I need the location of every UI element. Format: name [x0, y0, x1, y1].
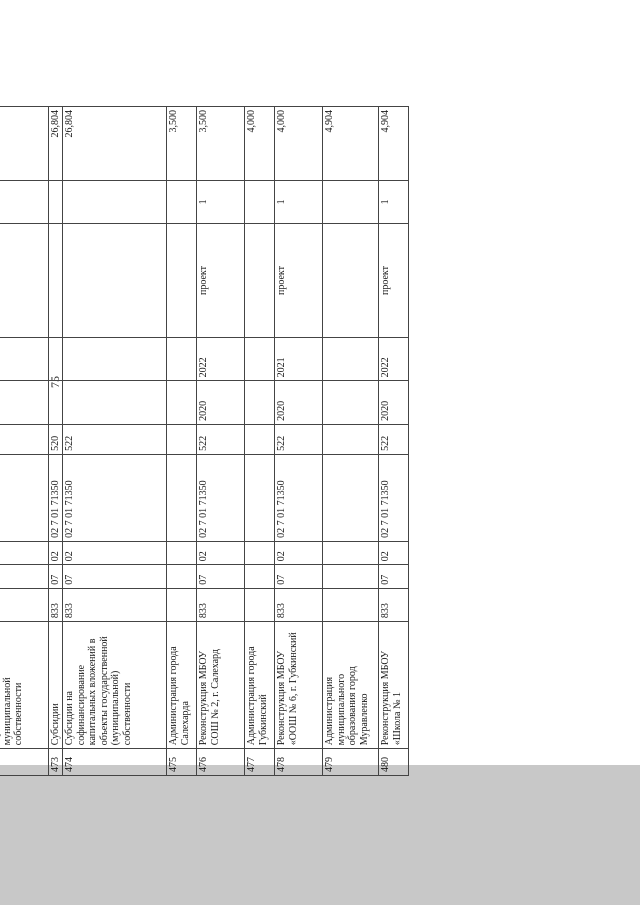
table-row	[323, 107, 379, 776]
table-row	[379, 107, 409, 776]
table-cell	[323, 565, 379, 588]
table-cell	[245, 337, 275, 380]
table-cell: 02	[48, 541, 63, 564]
table-cell: 02	[197, 541, 245, 564]
table-cell: 477	[245, 749, 275, 776]
table-cell: 02 7 01 71350	[63, 454, 167, 541]
table-row	[0, 107, 48, 776]
table-cell: 1	[197, 180, 245, 223]
table-cell	[245, 224, 275, 338]
table-cell: 2021	[275, 337, 323, 380]
table-cell: 833	[275, 588, 323, 621]
table-cell	[63, 180, 167, 223]
table-cell	[323, 180, 379, 223]
table-cell	[245, 424, 275, 454]
table-cell	[0, 337, 48, 380]
table-cell	[0, 180, 48, 223]
table-cell: 1	[275, 180, 323, 223]
table-cell: 520	[48, 424, 63, 454]
table-cell	[323, 381, 379, 424]
table-cell	[63, 381, 167, 424]
table-cell: 522	[197, 424, 245, 454]
table-cell	[323, 588, 379, 621]
table-cell: 02	[63, 541, 167, 564]
table-cell: 07	[48, 565, 63, 588]
table-cell	[167, 541, 197, 564]
table-cell: Реконструкция МБОУ «ООШ № 6, г. Губкинский	[275, 622, 323, 749]
table-cell: 833	[197, 588, 245, 621]
table-cell	[167, 224, 197, 338]
table-cell: 3,500	[167, 107, 197, 181]
table-cell: 4,904	[323, 107, 379, 181]
table-cell: Реконструкция МБОУ «Школа № 1	[379, 622, 409, 749]
table-cell	[323, 224, 379, 338]
table-cell	[0, 224, 48, 338]
table-cell: проект	[197, 224, 245, 338]
table-cell: 2020	[379, 381, 409, 424]
table-cell: Субсидии	[48, 622, 63, 749]
table-cell: 3,500	[197, 107, 245, 181]
table-cell: 833	[48, 588, 63, 621]
table-row	[197, 107, 245, 776]
table-cell: 476	[197, 749, 245, 776]
table-cell: 4,000	[245, 107, 275, 181]
table-cell: 02 7 01 71350	[275, 454, 323, 541]
table-cell: проект	[379, 224, 409, 338]
table-cell: муниципальной собственности	[0, 622, 48, 749]
table-cell	[245, 541, 275, 564]
table-cell: 522	[379, 424, 409, 454]
table-cell: 02 7 01 71350	[197, 454, 245, 541]
table-cell	[167, 424, 197, 454]
table-cell: 479	[323, 749, 379, 776]
table-cell	[48, 381, 63, 424]
table-row	[63, 107, 167, 776]
table-cell: Субсидии на софинансирование капитальных вложений в объекты государственной (муниципальной) собственности	[63, 622, 167, 749]
table-cell: 522	[275, 424, 323, 454]
table-cell	[245, 180, 275, 223]
table-row	[48, 107, 63, 776]
table-cell: 07	[197, 565, 245, 588]
table-cell	[245, 454, 275, 541]
table-cell: Администрация муниципального образования город Муравленко	[323, 622, 379, 749]
table-cell: 26,804	[63, 107, 167, 181]
table-cell: 07	[379, 565, 409, 588]
table-cell: 4,904	[379, 107, 409, 181]
table-cell	[167, 454, 197, 541]
table-cell	[0, 749, 48, 776]
table-cell	[167, 565, 197, 588]
table-cell	[323, 337, 379, 380]
table-cell	[167, 337, 197, 380]
table-cell	[0, 565, 48, 588]
table-cell: проект	[275, 224, 323, 338]
table-cell	[48, 224, 63, 338]
table-cell: 480	[379, 749, 409, 776]
table-cell	[323, 541, 379, 564]
table-row	[275, 107, 323, 776]
table-cell	[0, 107, 48, 181]
table-cell: Администрация города Губкинский	[245, 622, 275, 749]
table-cell	[0, 454, 48, 541]
table-cell	[48, 180, 63, 223]
table-cell: 4,000	[275, 107, 323, 181]
table-cell	[323, 424, 379, 454]
table-cell	[0, 381, 48, 424]
table-cell	[245, 565, 275, 588]
table-cell: 2020	[275, 381, 323, 424]
table-cell: 26,804	[48, 107, 63, 181]
table-cell: 2022	[197, 337, 245, 380]
table-cell: 473	[48, 749, 63, 776]
table-cell: 833	[63, 588, 167, 621]
table-cell: 07	[275, 565, 323, 588]
table-cell: 02 7 01 71350	[48, 454, 63, 541]
table-cell: Реконструкция МБОУ СОШ № 2, г. Салехард	[197, 622, 245, 749]
table-cell: 474	[63, 749, 167, 776]
table-cell: 07	[63, 565, 167, 588]
page-number: 75	[48, 376, 62, 388]
table-cell	[245, 381, 275, 424]
table-cell	[323, 454, 379, 541]
table-cell: 02	[275, 541, 323, 564]
table-cell	[167, 180, 197, 223]
table-cell: 02	[379, 541, 409, 564]
table-cell	[167, 381, 197, 424]
table-cell: 1	[379, 180, 409, 223]
table-cell: Администрация города Салехарда	[167, 622, 197, 749]
table-cell	[0, 588, 48, 621]
table-cell: 833	[379, 588, 409, 621]
table-cell	[167, 588, 197, 621]
table-cell	[0, 541, 48, 564]
table-cell: 2022	[379, 337, 409, 380]
table-cell: 522	[63, 424, 167, 454]
table-row	[167, 107, 197, 776]
table-cell	[63, 337, 167, 380]
budget-table	[0, 106, 403, 776]
table-cell: 475	[167, 749, 197, 776]
table-cell	[245, 588, 275, 621]
table-cell: 478	[275, 749, 323, 776]
table-cell: 02 7 01 71350	[379, 454, 409, 541]
table-cell: 2020	[197, 381, 245, 424]
table-row	[245, 107, 275, 776]
table-body	[0, 107, 409, 776]
table-cell	[63, 224, 167, 338]
table-cell	[48, 337, 63, 380]
table-cell	[0, 424, 48, 454]
